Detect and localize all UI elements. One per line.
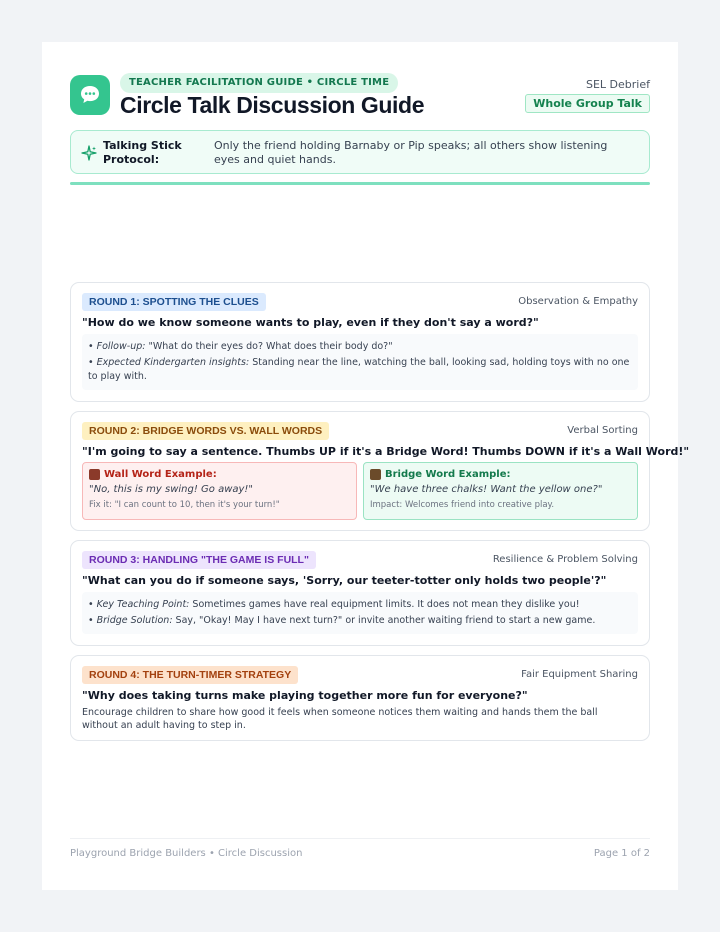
round-card-2 [70, 411, 690, 531]
protocol-text: Only the friend holding Barnaby or Pip speaks; all others show listening eyes and quiet hands. [214, 139, 608, 166]
note-text: Standing near the line, watching the ball, looking sad, holding toys with no one to play with. [88, 357, 630, 382]
example-quote: "No, this is my swing! Go away!" [89, 484, 254, 495]
example-heading: Bridge Word Example: [385, 469, 511, 480]
footer-divider [70, 838, 650, 839]
round-question: "Why does taking turns make playing together more fun for everyone?" [82, 689, 528, 702]
bridge-word-example [363, 462, 638, 520]
round-category: Verbal Sorting [567, 425, 638, 436]
round-question: "How do we know someone wants to play, even if they don't say a word?" [82, 316, 539, 329]
list-item: • Bridge Solution: Say, "Okay! May I have next turn?" or invite another waiting friend to start a new game. [88, 615, 596, 626]
bridge-icon [370, 469, 381, 480]
round-card-3 [70, 540, 650, 646]
note-text: Say, "Okay! May I have next turn?" or invite another waiting friend to start a new game. [172, 615, 596, 626]
note-label: Bridge Solution: [96, 615, 173, 626]
meta-label: SEL Debrief [586, 78, 650, 91]
note-text: Sometimes games have real equipment limits. It does not mean they dislike you! [189, 599, 580, 610]
round-card-4 [70, 655, 650, 741]
list-item: • Expected Kindergarten insights: Standing near the line, watching the ball, looking sad, holding toys with no one to play with. [88, 357, 630, 382]
round-category: Observation & Empathy [518, 296, 638, 307]
round-tag: ROUND 4: THE TURN-TIMER STRATEGY [82, 666, 298, 684]
footer-title: Playground Bridge Builders • Circle Discussion [70, 848, 303, 859]
note-label: Follow-up: [96, 341, 146, 352]
guide-kicker: TEACHER FACILITATION GUIDE • CIRCLE TIME [120, 73, 398, 93]
sparkle-icon [81, 145, 97, 161]
page-title: Circle Talk Discussion Guide [120, 92, 425, 118]
round-tag: ROUND 2: BRIDGE WORDS VS. WALL WORDS [82, 422, 329, 440]
header-divider [70, 182, 650, 185]
wall-word-example [82, 462, 357, 520]
page-number: Page 1 of 2 [593, 848, 650, 859]
document-page [42, 42, 690, 890]
example-impact: Impact: Welcomes friend into creative play. [370, 500, 555, 510]
example-fix: Fix it: "I can count to 10, then it's your turn!" [89, 500, 280, 510]
list-item: • Follow-up: "What do their eyes do? What does their body do?" [88, 341, 393, 352]
round-notes [82, 334, 638, 390]
round-tag: ROUND 1: SPOTTING THE CLUES [82, 293, 266, 311]
round-tag: ROUND 3: HANDLING "THE GAME IS FULL" [82, 551, 316, 569]
round-card-1 [70, 282, 650, 402]
chat-bubble-icon [70, 75, 110, 115]
note-text: "What do their eyes do? What does their body do?" [145, 341, 393, 352]
brick-wall-icon [89, 469, 100, 480]
round-question: "What can you do if someone says, 'Sorry, our teeter-totter only holds two people'?" [82, 574, 607, 587]
round-category: Resilience & Problem Solving [492, 554, 638, 565]
example-heading: Wall Word Example: [104, 469, 217, 480]
note-label: Expected Kindergarten insights: [96, 357, 250, 368]
example-quote: "We have three chalks! Want the yellow one?" [370, 484, 603, 495]
round-question: "I'm going to say a sentence. Thumbs UP if it's a Bridge Word! Thumbs DOWN if it's a Wall Word!" [82, 445, 690, 458]
round-category: Fair Equipment Sharing [521, 669, 638, 680]
protocol-box [70, 130, 650, 174]
meta-badge: Whole Group Talk [525, 94, 650, 113]
list-item: • Key Teaching Point: Sometimes games have real equipment limits. It does not mean they dislike you! [88, 599, 580, 610]
round-guidance: Encourage children to share how good it feels when someone notices them waiting and hands them the ball without an adult having to step in. [82, 707, 598, 731]
round-notes [82, 592, 638, 634]
protocol-label: Talking Stick Protocol: [103, 139, 182, 166]
note-label: Key Teaching Point: [96, 599, 190, 610]
